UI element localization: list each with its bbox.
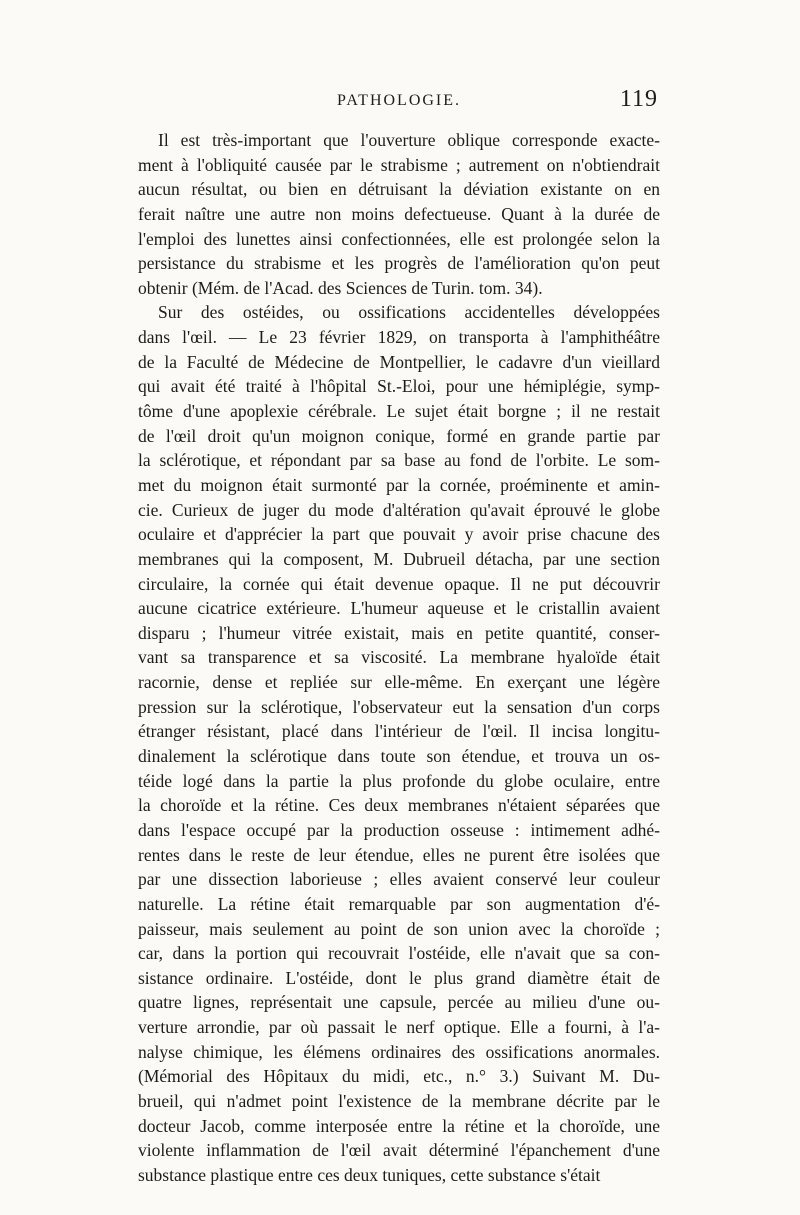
text-line: dinalement la sclérotique dans toute son étendue, et trouva un os- (138, 746, 660, 767)
text-line: car, dans la portion qui recouvrait l'ostéide, elle n'avait que sa con- (138, 943, 660, 964)
text-line: quatre lignes, représentait une capsule, percée au milieu d'une ou- (138, 992, 660, 1013)
text-line: de la Faculté de Médecine de Montpellier, le cadavre d'un vieillard (138, 351, 660, 372)
text-line: paisseur, mais seulement au point de son union avec la choroïde ; (138, 918, 660, 939)
text-line: violente inflammation de l'œil avait déterminé l'épanchement d'une (138, 1140, 660, 1161)
text-line: docteur Jacob, comme interposée entre la rétine et la choroïde, une (138, 1115, 660, 1136)
text-line: ment à l'obliquité causée par le strabisme ; autrement on n'obtiendrait (138, 154, 660, 175)
text-line: sistance ordinaire. L'ostéide, dont le plus grand diamètre était de (138, 967, 660, 988)
text-line: substance plastique entre ces deux tuniques, cette substance s'était (138, 1164, 601, 1185)
text-line: circulaire, la cornée qui était devenue opaque. Il ne put découvrir (138, 573, 660, 594)
page-header (140, 86, 658, 116)
text-line: cie. Curieux de juger du mode d'altération qu'avait éprouvé le globe (138, 499, 660, 520)
text-line: tôme d'une apoplexie cérébrale. Le sujet était borgne ; il ne restait (138, 401, 660, 422)
text-line: dans l'espace occupé par la production osseuse : intimement adhé- (138, 819, 660, 840)
text-line: la choroïde et la rétine. Ces deux membranes n'étaient séparées que (138, 795, 660, 816)
text-line: (Mémorial des Hôpitaux du midi, etc., n.° 3.) Suivant M. Du- (138, 1066, 660, 1087)
text-line: racornie, dense et repliée sur elle-même. En exerçant une légère (138, 672, 660, 693)
body-text (138, 128, 660, 1188)
text-line: oculaire et d'apprécier la part que pouvait y avoir prise chacune des (138, 524, 660, 545)
text-line: aucun résultat, ou bien en détruisant la déviation existante on en (138, 179, 660, 200)
text-line: la sclérotique, et répondant par sa base au fond de l'orbite. Le som- (138, 450, 660, 471)
text-line: par une dissection laborieuse ; elles avaient conservé leur couleur (138, 869, 660, 890)
text-line: téide logé dans la partie la plus profonde du globe oculaire, entre (138, 770, 660, 791)
text-line: de l'œil droit qu'un moignon conique, formé en grande partie par (138, 425, 660, 446)
text-line: ferait naître une autre non moins defectueuse. Quant à la durée de (138, 203, 660, 224)
text-line: disparu ; l'humeur vitrée existait, mais en petite quantité, conser- (138, 622, 660, 643)
text-line: met du moignon était surmonté par la cornée, proéminente et amin- (138, 474, 660, 495)
text-line: verture arrondie, par où passait le nerf optique. Elle a fourni, à l'a- (138, 1017, 660, 1038)
text-line: obtenir (Mém. de l'Acad. des Sciences de Turin. tom. 34). (138, 277, 543, 298)
text-line: pression sur la sclérotique, l'observateur eut la sensation d'un corps (138, 696, 660, 717)
text-line: étranger résistant, placé dans l'intérieur de l'œil. Il incisa longitu- (138, 721, 660, 742)
text-line: dans l'œil. — Le 23 février 1829, on transporta à l'amphithéâtre (138, 327, 660, 348)
text-line: qui avait été traité à l'hôpital St.-Eloi, pour une hémiplégie, symp- (138, 376, 660, 397)
text-line: persistance du strabisme et les progrès de l'amélioration qu'on peut (138, 253, 660, 274)
text-line: membranes qui la composent, M. Dubrueil détacha, par une section (138, 548, 660, 569)
text-line: l'emploi des lunettes ainsi confectionnées, elle est prolongée selon la (138, 228, 660, 249)
text-line: Sur des ostéides, ou ossifications accidentelles développées (158, 302, 660, 323)
text-line: Il est très-important que l'ouverture oblique corresponde exacte- (158, 130, 660, 150)
text-line: nalyse chimique, les élémens ordinaires des ossifications anormales. (138, 1041, 660, 1062)
text-line: rentes dans le reste de leur étendue, elles ne purent être isolées que (138, 844, 660, 865)
page-number: 119 (619, 86, 658, 112)
running-head: PATHOLOGIE. (336, 92, 462, 109)
text-line: vant sa transparence et sa viscosité. La membrane hyaloïde était (138, 647, 660, 668)
text-line: naturelle. La rétine était remarquable par son augmentation d'é- (138, 893, 660, 914)
text-line: brueil, qui n'admet point l'existence de la membrane décrite par le (138, 1090, 660, 1111)
text-line: aucune cicatrice extérieure. L'humeur aqueuse et le cristallin avaient (138, 598, 660, 619)
